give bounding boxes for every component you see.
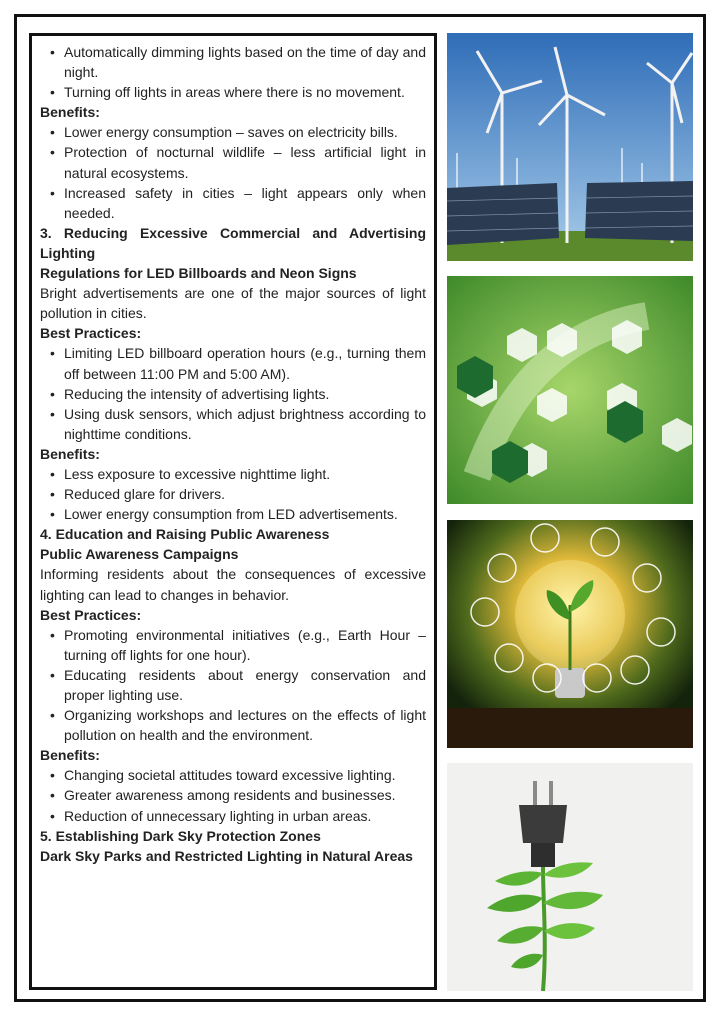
section-4-paragraph: Informing residents about the consequences of excessive lighting can lead to changes in behavior. xyxy=(40,566,426,603)
list-item: • Increased safety in cities – light appears only when needed. xyxy=(64,183,426,223)
wind-solar-photo xyxy=(447,33,693,261)
list-item: • Promoting environmental initiatives (e.g., Earth Hour – turning off lights for one hour). xyxy=(64,625,426,665)
list-item: • Reduction of unnecessary lighting in urban areas. xyxy=(64,806,426,826)
article-text-box xyxy=(29,33,437,990)
list-item: • Reducing the intensity of advertising lights. xyxy=(64,384,426,404)
lightbulb-plant-photo xyxy=(447,520,693,748)
list-item: • Lower energy consumption from LED advertisements. xyxy=(64,504,426,524)
eco-icons-photo xyxy=(447,276,693,504)
benefits-list xyxy=(40,765,426,825)
benefits-list xyxy=(40,122,426,222)
list-item: • Protection of nocturnal wildlife – less artificial light in natural ecosystems. xyxy=(64,142,426,182)
intro-list xyxy=(40,42,426,102)
section-5-subheading: Dark Sky Parks and Restricted Lighting in Natural Areas xyxy=(40,847,413,864)
section-5-heading: 5. Establishing Dark Sky Protection Zones xyxy=(40,827,321,844)
list-item: • Less exposure to excessive nighttime light. xyxy=(64,464,426,484)
benefits-heading: Benefits: xyxy=(40,747,100,764)
list-item: • Organizing workshops and lectures on the effects of light pollution on health and the environment. xyxy=(64,705,426,745)
list-item: • Automatically dimming lights based on the time of day and night. xyxy=(64,42,426,82)
list-item: • Changing societal attitudes toward excessive lighting. xyxy=(64,765,426,785)
list-item: • Using dusk sensors, which adjust brightness according to nighttime conditions. xyxy=(64,404,426,444)
list-item: • Greater awareness among residents and businesses. xyxy=(64,785,426,805)
practices-list xyxy=(40,625,426,746)
best-practices-heading: Best Practices: xyxy=(40,325,142,342)
benefits-list xyxy=(40,464,426,524)
benefits-heading: Benefits: xyxy=(40,445,100,462)
best-practices-heading: Best Practices: xyxy=(40,606,142,623)
benefits-heading: Benefits: xyxy=(40,104,100,121)
section-4-heading: 4. Education and Raising Public Awareness xyxy=(40,526,330,543)
section-4-subheading: Public Awareness Campaigns xyxy=(40,546,239,563)
list-item: • Lower energy consumption – saves on electricity bills. xyxy=(64,122,426,142)
section-3-heading: 3. Reducing Excessive Commercial and Advertising Lighting xyxy=(40,224,426,261)
list-item: • Turning off lights in areas where there is no movement. xyxy=(64,82,426,102)
plug-plant-photo xyxy=(447,763,693,991)
list-item: • Reduced glare for drivers. xyxy=(64,484,426,504)
practices-list xyxy=(40,343,426,443)
list-item: • Educating residents about energy conservation and proper lighting use. xyxy=(64,665,426,705)
section-3-subheading: Regulations for LED Billboards and Neon Signs xyxy=(40,265,357,282)
section-3-paragraph: Bright advertisements are one of the major sources of light pollution in cities. xyxy=(40,285,426,322)
list-item: • Limiting LED billboard operation hours (e.g., turning them off between 11:00 PM and 5:00 AM). xyxy=(64,343,426,383)
